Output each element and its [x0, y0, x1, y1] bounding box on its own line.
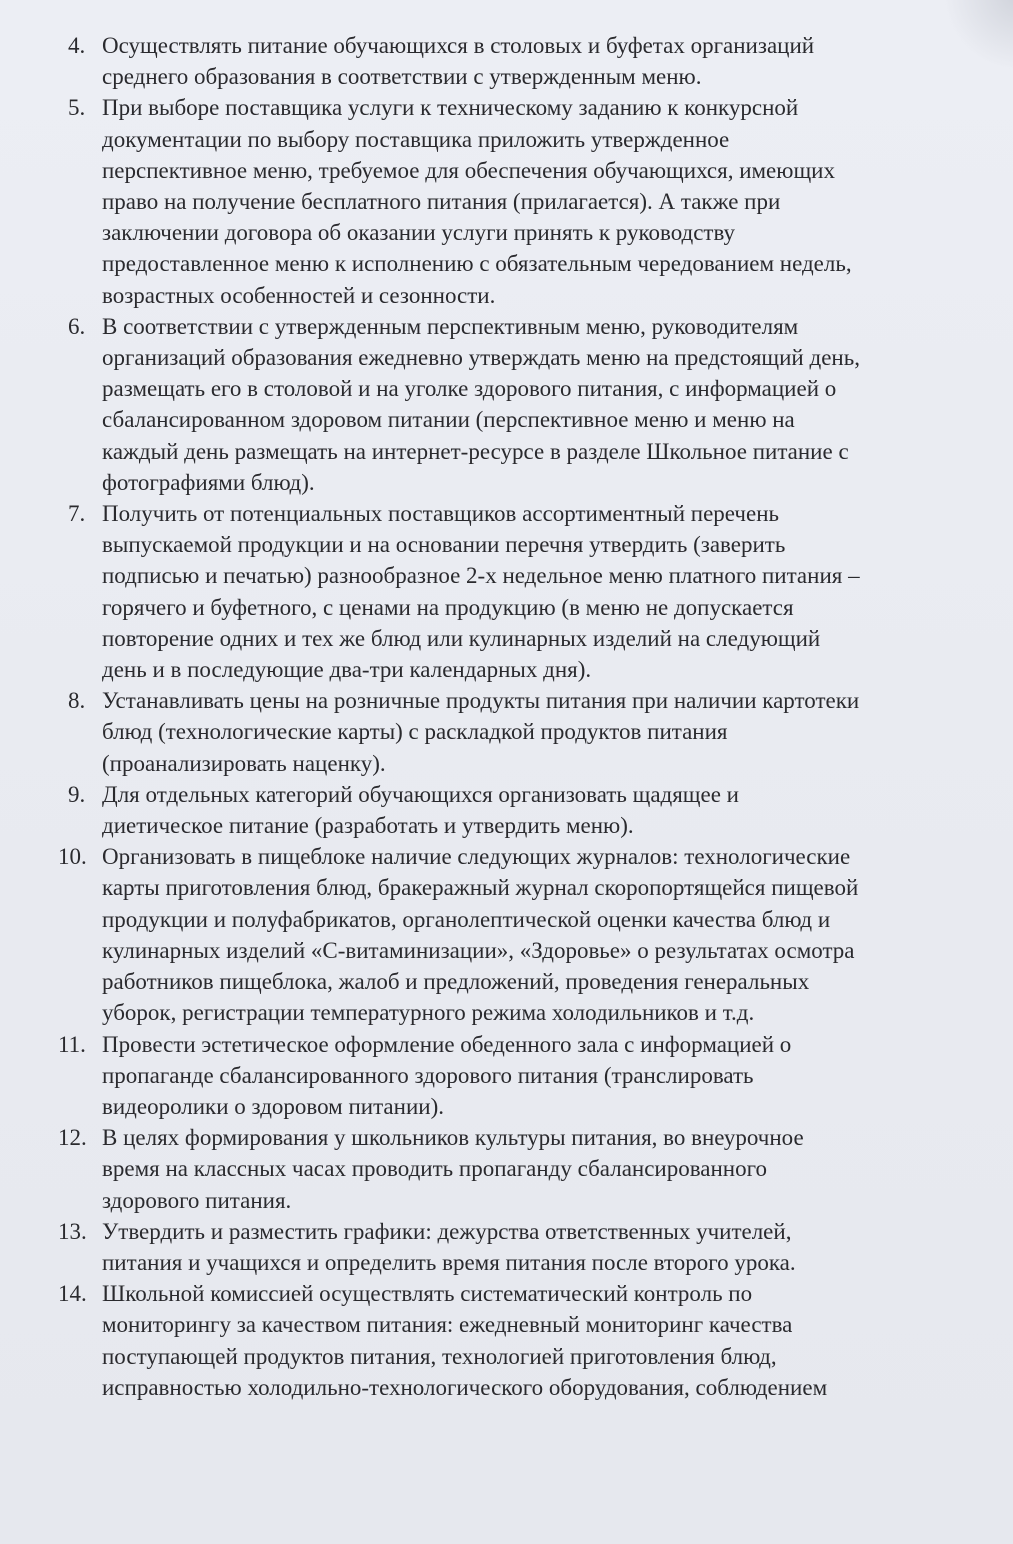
text-line: документации по выбору поставщика приложить утвержденное — [102, 126, 730, 152]
item-text — [102, 685, 958, 779]
item-number: 13. — [58, 1218, 87, 1244]
item-text — [102, 841, 958, 1028]
text-line: Осуществлять питание обучающихся в столовых и буфетах организаций — [102, 33, 815, 58]
text-line: день и в последующие два-три календарных дня). — [102, 657, 592, 683]
text-line: Провести эстетическое оформление обеденного зала с информацией о — [102, 1031, 792, 1057]
text-line: продукции и полуфабрикатов, органолептической оценки качества блюд и — [102, 906, 831, 932]
list-item — [58, 841, 958, 1028]
text-line: Школьной комиссией осуществлять систематический контроль по — [102, 1281, 753, 1307]
list-item — [58, 1029, 958, 1123]
item-text — [102, 311, 958, 498]
text-line: мониторингу за качеством питания: ежедневный мониторинг качества — [102, 1312, 793, 1338]
text-line: исправностью холодильно-технологического оборудования, соблюдением — [102, 1374, 828, 1400]
item-text — [102, 1122, 958, 1216]
text-line: диетическое питание (разработать и утвердить меню). — [102, 813, 634, 839]
text-line: выпускаемой продукции и на основании перечня утвердить (заверить — [102, 532, 786, 558]
text-line: здорового питания. — [102, 1187, 292, 1213]
item-text — [102, 1278, 958, 1403]
text-line: каждый день размещать на интернет-ресурсе в разделе Школьное питание с — [102, 438, 849, 464]
text-line: подписью и печатью) разнообразное 2-х недельное меню платного питания – — [102, 563, 860, 589]
text-line: пропаганде сбалансированного здорового питания (транслировать — [102, 1062, 754, 1088]
text-line: право на получение бесплатного питания (прилагается). А также при — [102, 189, 781, 215]
text-line: При выборе поставщика услуги к техническому заданию к конкурсной — [102, 95, 799, 121]
text-line: сбалансированном здоровом питании (перспективное меню и меню на — [102, 407, 795, 433]
list-item — [58, 779, 958, 841]
item-number: 11. — [58, 1031, 86, 1057]
text-line: уборок, регистрации температурного режима холодильников и т.д. — [102, 1000, 755, 1026]
text-line: среднего образования в соответствии с утвержденным меню. — [102, 64, 702, 90]
text-line: организаций образования ежедневно утверждать меню на предстоящий день, — [102, 345, 860, 371]
item-number: 4. — [68, 33, 86, 58]
text-line: (проанализировать наценку). — [102, 750, 386, 776]
text-line: карты приготовления блюд, бракеражный журнал скоропортящейся пищевой — [102, 875, 859, 901]
item-text — [102, 1029, 958, 1123]
list-item — [58, 1216, 958, 1278]
text-line: время на классных часах проводить пропаганду сбалансированного — [102, 1156, 767, 1182]
text-line: питания и учащихся и определить время питания после второго урока. — [102, 1249, 796, 1275]
item-number: 5. — [68, 95, 86, 121]
list-item — [58, 1278, 958, 1403]
list-item — [58, 1122, 958, 1216]
list-item — [58, 685, 958, 779]
list-item — [58, 30, 958, 92]
text-line: повторение одних и тех же блюд или кулинарных изделий на следующий — [102, 625, 821, 651]
text-line: Устанавливать цены на розничные продукты питания при наличии картотеки — [102, 688, 860, 714]
text-line: размещать его в столовой и на уголке здорового питания, с информацией о — [102, 376, 837, 402]
text-line: кулинарных изделий «С-витаминизации», «Здоровье» о результатах осмотра — [102, 937, 855, 963]
text-line: Для отдельных категорий обучающихся организовать щадящее и — [102, 781, 739, 807]
list-item — [58, 311, 958, 498]
item-number: 9. — [68, 781, 86, 807]
text-line: видеоролики о здоровом питании). — [102, 1093, 444, 1119]
item-number: 14. — [58, 1281, 87, 1307]
text-line: Получить от потенциальных поставщиков ассортиментный перечень — [102, 501, 780, 527]
numbered-list — [58, 30, 958, 1403]
text-line: блюд (технологические карты) с раскладкой продуктов питания — [102, 719, 728, 745]
item-number: 6. — [68, 313, 86, 339]
text-line: фотографиями блюд). — [102, 469, 315, 495]
item-text — [102, 92, 958, 310]
item-text — [102, 30, 958, 92]
text-line: работников пищеблока, жалоб и предложений, проведения генеральных — [102, 969, 810, 995]
list-item — [58, 92, 958, 310]
item-number: 7. — [68, 501, 86, 527]
text-line: поступающей продуктов питания, технологией приготовления блюд, — [102, 1343, 777, 1369]
item-text — [102, 498, 958, 685]
list-item — [58, 498, 958, 685]
text-line: возрастных особенностей и сезонности. — [102, 282, 496, 308]
item-text — [102, 779, 958, 841]
text-line: предоставленное меню к исполнению с обязательным чередованием недель, — [102, 251, 852, 277]
text-line: горячего и буфетного, с ценами на продукцию (в меню не допускается — [102, 594, 794, 620]
text-line: Организовать в пищеблоке наличие следующих журналов: технологические — [102, 844, 851, 870]
text-line: В целях формирования у школьников культуры питания, во внеурочное — [102, 1125, 804, 1151]
item-text — [102, 1216, 958, 1278]
item-number: 10. — [58, 844, 87, 870]
item-number: 12. — [58, 1125, 87, 1151]
text-line: заключении договора об оказании услуги принять к руководству — [102, 220, 736, 246]
item-number: 8. — [68, 688, 86, 714]
text-line: перспективное меню, требуемое для обеспечения обучающихся, имеющих — [102, 157, 835, 183]
text-line: В соответствии с утвержденным перспективным меню, руководителям — [102, 313, 799, 339]
text-line: Утвердить и разместить графики: дежурства ответственных учителей, — [102, 1218, 792, 1244]
